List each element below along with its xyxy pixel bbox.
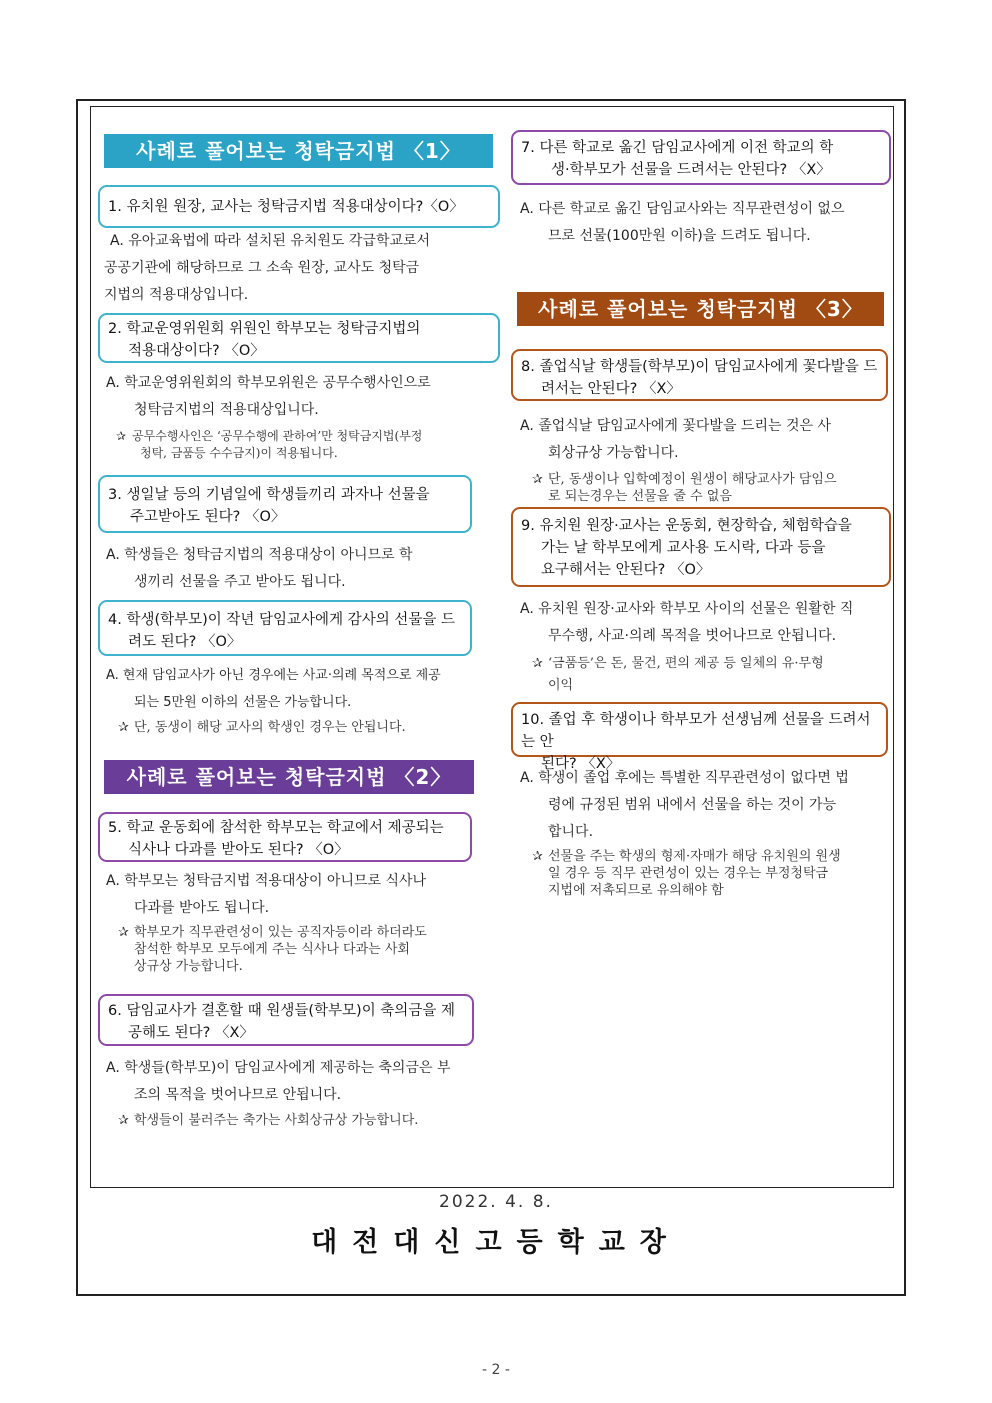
question-2 <box>98 313 500 363</box>
question-9-line2: 가는 날 학부모에게 교사용 도시락, 다과 등을 <box>541 540 826 556</box>
star-icon: ✰ <box>532 849 543 864</box>
answer-10-line3: 합니다. <box>548 824 594 840</box>
question-6 <box>98 994 474 1046</box>
answer-2 <box>106 370 486 424</box>
note-5-line2: 참석한 학부모 모두에게 주는 식사나 다과는 사회 <box>134 942 410 957</box>
question-7 <box>511 130 891 185</box>
question-3 <box>98 475 472 533</box>
question-3-line2: 주고받아도 된다? 〈O〉 <box>130 509 286 525</box>
answer-4-line1: A. 현재 담임교사가 아닌 경우에는 사교·의례 목적으로 제공 <box>106 668 441 683</box>
answer-1-line1: A. 유아교육법에 따라 설치된 유치원도 각급학교로서 <box>110 233 431 249</box>
note-6-line1: 학생들이 불러주는 축가는 사회상규상 가능합니다. <box>134 1113 419 1128</box>
answer-5-line1: A. 학부모는 청탁금지법 적용대상이 아니므로 식사나 <box>106 873 427 889</box>
question-1-text: 1. 유치원 원장, 교사는 청탁금지법 적용대상이다?〈O〉 <box>108 199 464 215</box>
question-7-line1: 7. 다른 학교로 옮긴 담임교사에게 이전 학교의 학 <box>521 140 834 156</box>
answer-9-line1: A. 유치원 원장·교사와 학부모 사이의 선물은 원활한 직 <box>520 601 854 617</box>
note-4-line1: 단, 동생이 해당 교사의 학생인 경우는 안됩니다. <box>134 720 406 735</box>
question-8-line1: 8. 졸업식날 학생들(학부모)이 담임교사에게 꽃다발을 드 <box>521 359 878 375</box>
answer-8-line2: 회상규상 가능합니다. <box>548 445 679 461</box>
question-5-line1: 5. 학교 운동회에 참석한 학부모는 학교에서 제공되는 <box>108 820 444 836</box>
question-2-line2: 적용대상이다? 〈O〉 <box>128 343 265 359</box>
answer-9-line2: 무수행, 사교·의례 목적을 벗어나므로 안됩니다. <box>548 628 837 644</box>
school-principal: 대전대신고등학교장 <box>311 1227 681 1258</box>
note-8-line1: 단, 동생이나 입학예정이 원생이 해당교사가 담임으 <box>548 472 837 487</box>
question-10-line2: 된다? 〈X〉 <box>541 756 621 772</box>
star-icon: ✰ <box>532 472 543 487</box>
question-10 <box>511 702 888 772</box>
banner-section-1: 사례로 풀어보는 청탁금지법 〈1〉 <box>104 134 493 168</box>
star-icon: ✰ <box>118 1113 129 1128</box>
answer-6 <box>106 1055 476 1109</box>
answer-7-line2: 므로 선물(100만원 이하)을 드려도 됩니다. <box>548 228 811 244</box>
question-9-line3: 요구해서는 안된다? 〈O〉 <box>541 562 711 578</box>
star-icon: ✰ <box>118 925 129 940</box>
question-5-line2: 식사나 다과를 받아도 된다? 〈O〉 <box>128 842 349 858</box>
answer-10-line1: A. 학생이 졸업 후에는 특별한 직무관련성이 없다면 법 <box>520 770 849 786</box>
star-icon: ✰ <box>116 429 127 443</box>
note-8 <box>526 471 913 505</box>
note-2-line2: 청탁, 금품등 수수금지)이 적용됩니다. <box>140 446 338 460</box>
note-5-line1: 학부모가 직무관련성이 있는 공직자등이라 하더라도 <box>134 925 427 940</box>
answer-7-line1: A. 다른 학교로 옮긴 담임교사와는 직무관련성이 없으 <box>520 201 845 217</box>
answer-10 <box>520 765 890 846</box>
question-7-line2: 생·학부모가 선물을 드려서는 안된다? 〈X〉 <box>551 162 831 178</box>
answer-6-line1: A. 학생들(학부모)이 담임교사에게 제공하는 축의금은 부 <box>106 1060 451 1076</box>
page-number: - 2 - <box>482 1362 510 1378</box>
answer-4 <box>106 662 476 716</box>
answer-4-line2: 되는 5만원 이하의 선물은 가능합니다. <box>134 695 352 710</box>
star-icon: ✰ <box>532 656 543 671</box>
answer-1-line2: 공공기관에 해당하므로 그 소속 원장, 교사도 청탁금 <box>104 260 420 276</box>
answer-8-line1: A. 졸업식날 담임교사에게 꽃다발을 드리는 것은 사 <box>520 418 831 434</box>
question-4-line2: 려도 된다? 〈O〉 <box>128 634 242 650</box>
answer-1-line3: 지법의 적용대상입니다. <box>104 287 249 303</box>
question-10-line1: 10. 졸업 후 학생이나 학부모가 선생님께 선물을 드려서는 안 <box>521 712 871 750</box>
answer-1 <box>104 228 484 309</box>
answer-5-line2: 다과를 받아도 됩니다. <box>134 900 270 916</box>
answer-3-line1: A. 학생들은 청탁금지법의 적용대상이 아니므로 학 <box>106 547 413 563</box>
answer-2-line1: A. 학교운영위원회의 학부모위원은 공무수행사인으로 <box>106 375 431 391</box>
note-10-line3: 지법에 저촉되므로 유의해야 함 <box>548 883 724 898</box>
note-5-line3: 상규상 가능합니다. <box>134 959 243 974</box>
question-5 <box>98 812 472 862</box>
answer-3 <box>106 542 476 596</box>
answer-9 <box>520 596 890 650</box>
note-4 <box>112 719 504 736</box>
note-10-line2: 일 경우 등 직무 관련성이 있는 경우는 부정청탁금 <box>548 866 829 881</box>
note-9 <box>526 653 913 697</box>
answer-7 <box>520 196 890 250</box>
question-3-line1: 3. 생일날 등의 기념일에 학생들끼리 과자나 선물을 <box>108 487 430 503</box>
star-icon: ✰ <box>118 720 129 735</box>
banner-section-3: 사례로 풀어보는 청탁금지법 〈3〉 <box>517 292 884 326</box>
note-2 <box>110 428 502 462</box>
answer-10-line2: 령에 규정된 범위 내에서 선물을 하는 것이 가능 <box>548 797 837 813</box>
note-10-line1: 선물을 주는 학생의 형제·자매가 해당 유치원의 원생 <box>548 849 841 864</box>
question-4-line1: 4. 학생(학부모)이 작년 담임교사에게 감사의 선물을 드 <box>108 612 455 628</box>
question-9-line1: 9. 유치원 원장·교사는 운동회, 현장학습, 체험학습을 <box>521 518 852 534</box>
note-10 <box>526 848 913 899</box>
question-8-line2: 려서는 안된다? 〈X〉 <box>541 381 681 397</box>
question-8 <box>511 349 888 401</box>
answer-5 <box>106 868 476 922</box>
question-2-line1: 2. 학교운영위원회 위원인 학부모는 청탁금지법의 <box>108 321 421 337</box>
question-1 <box>98 185 500 228</box>
banner-section-2: 사례로 풀어보는 청탁금지법 〈2〉 <box>104 760 474 794</box>
question-9 <box>511 507 891 587</box>
issue-date: 2022. 4. 8. <box>439 1192 553 1212</box>
question-6-line1: 6. 담임교사가 결혼할 때 원생들(학부모)이 축의금을 제 <box>108 1003 455 1019</box>
note-8-line2: 로 되는경우는 선물을 줄 수 없음 <box>548 489 732 504</box>
note-2-line1: 공무수행사인은 ‘공무수행에 관하여’만 청탁금지법(부정 <box>132 429 423 443</box>
question-6-line2: 공해도 된다? 〈X〉 <box>128 1025 254 1041</box>
answer-2-line2: 청탁금지법의 적용대상입니다. <box>134 402 319 418</box>
answer-8 <box>520 413 890 467</box>
answer-3-line2: 생끼리 선물을 주고 받아도 됩니다. <box>134 574 346 590</box>
note-6 <box>112 1112 504 1129</box>
note-9-line2: 이익 <box>548 678 574 693</box>
question-4 <box>98 600 472 656</box>
answer-6-line2: 조의 목적을 벗어나므로 안됩니다. <box>134 1087 342 1103</box>
note-5 <box>112 924 499 975</box>
note-9-line1: ‘금품등’은 돈, 물건, 편의 제공 등 일체의 유·무형 <box>548 656 824 671</box>
